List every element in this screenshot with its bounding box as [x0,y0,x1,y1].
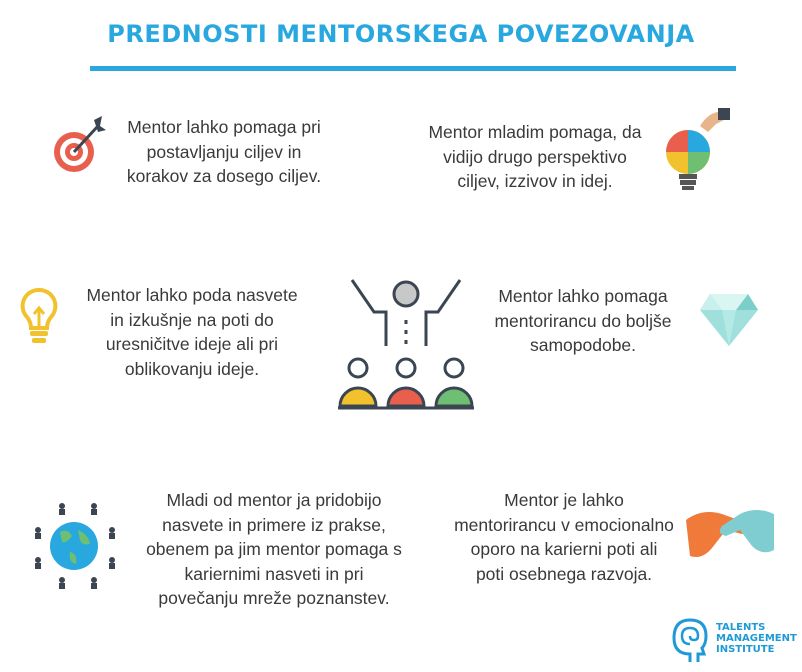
lightbulb-icon [18,286,60,348]
page-title: PREDNOSTI MENTORSKEGA POVEZOVANJA [107,20,695,48]
benefit-text-goals: Mentor lahko pomaga pri postavljanju ciljev in korakov za dosego ciljev. [126,117,322,186]
benefit-text-network: Mladi od mentor ja pridobijo nasvete in primere iz prakse, obenem pa jim mentor pomaga s kariernimi nasveti in pri povečanju mreže poznanstev. [146,490,402,608]
spiral-head-icon [668,614,712,664]
globe-network-icon [26,500,122,590]
handshake-icon [682,500,778,566]
benefit-text-perspective: Mentor mladim pomaga, da vidijo drugo perspektivo ciljev, izzivov in idej. [428,122,642,191]
puzzle-bulb-icon [660,106,732,194]
benefit-text-ideas: Mentor lahko poda nasvete in izkušnje na poti do uresničitve ideje ali pri oblikovanju ideje. [86,285,298,379]
target-icon [50,112,106,178]
diamond-icon [698,292,760,348]
benefit-text-support: Mentor je lahko mentorirancu v emocionalno oporo na karierni poti ali poti osebnega razvoja. [454,490,674,584]
logo-text: TALENTS MANAGEMENT INSTITUTE [716,622,797,655]
benefit-text-selfimage: Mentor lahko pomaga mentorirancu do boljše samopodobe. [494,286,672,355]
mentor-group-icon [336,276,476,410]
title-underline [90,66,736,71]
